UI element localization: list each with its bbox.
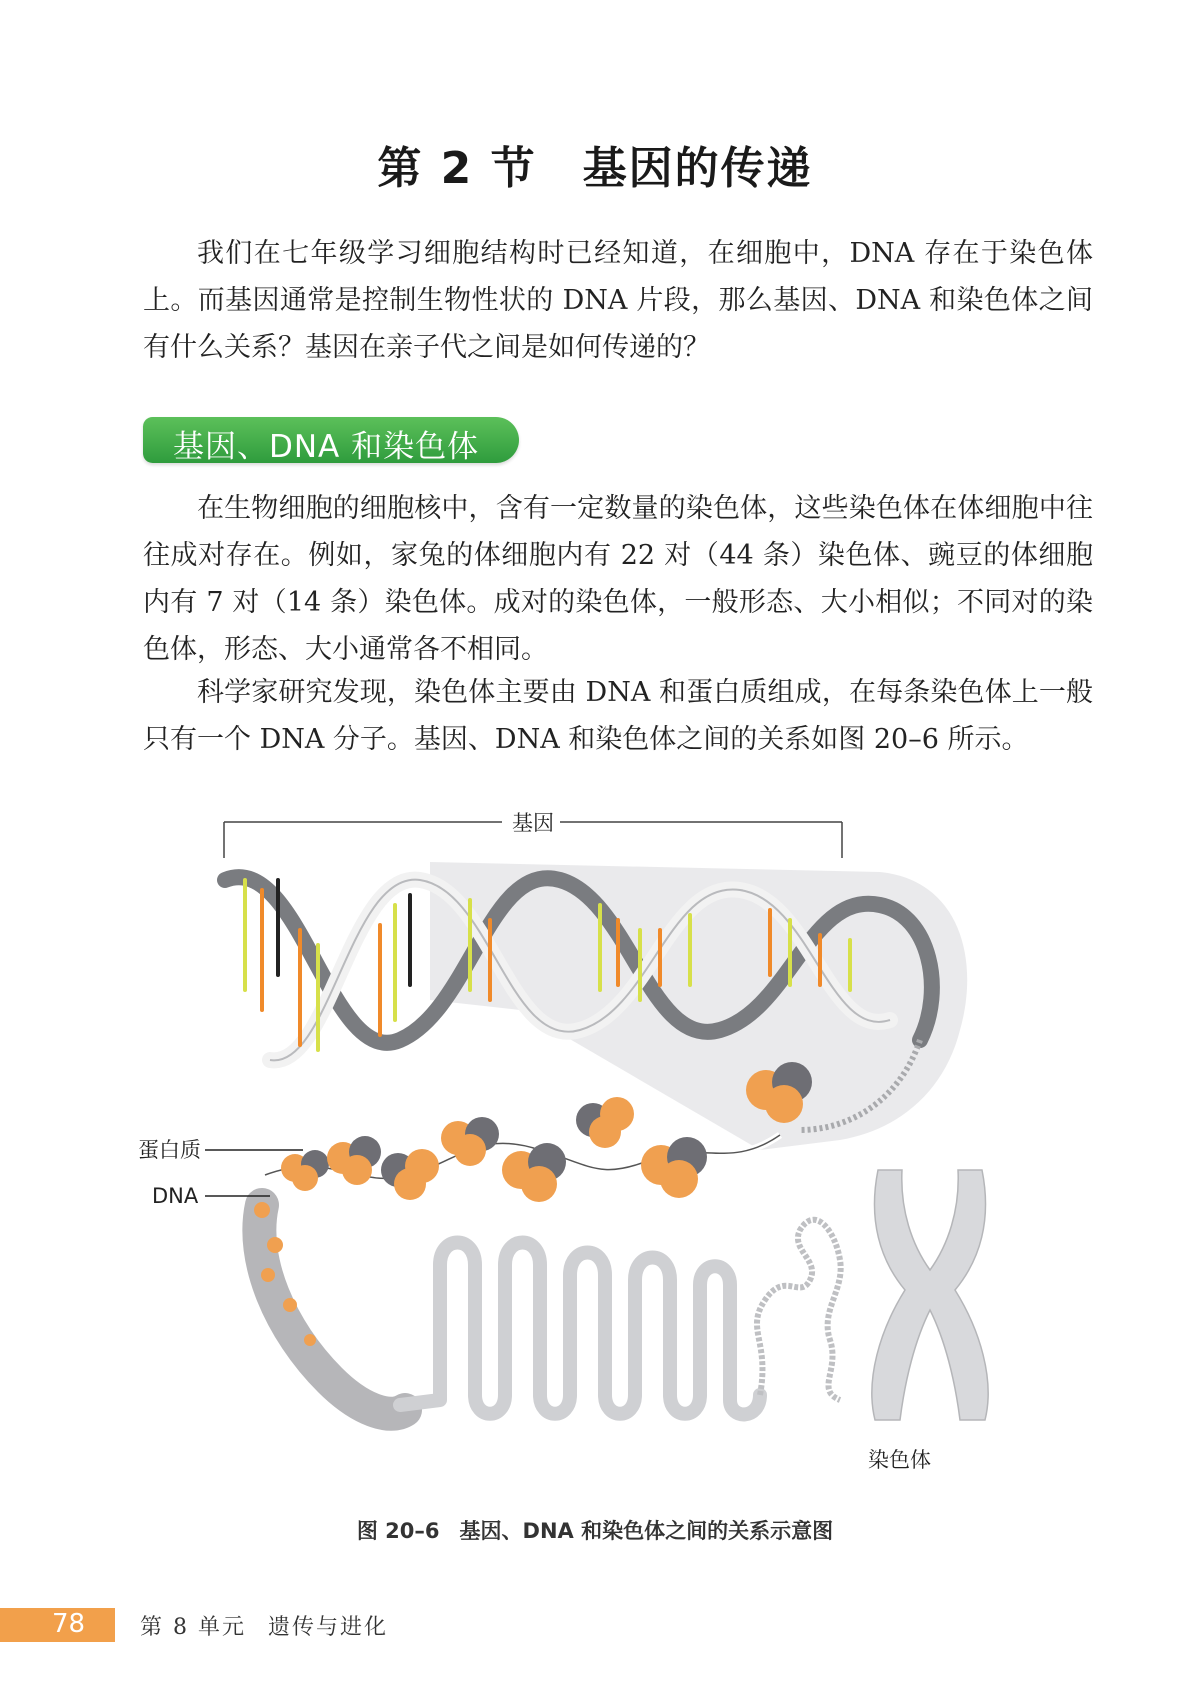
body-paragraph-1: 在生物细胞的细胞核中，含有一定数量的染色体，这些染色体在体细胞中往往成对存在。例如，家兔的体细胞内有 22 对（44 条）染色体、豌豆的体细胞内有 7 对（14 条）染色体。成对的染色体，一般形态、大小相似；不同对的染色体，形态、大小通常各不相同。 <box>143 493 1093 665</box>
figure-caption-text: 基因、DNA 和染色体之间的关系示意图 <box>459 1519 834 1543</box>
chromosome-shape <box>872 1170 988 1420</box>
chromatin-fiber <box>259 1205 405 1414</box>
figure-caption <box>0 1515 1190 1545</box>
running-footer <box>140 1610 388 1641</box>
section-name: 基因的传递 <box>582 143 813 194</box>
figure-number: 图 20–6 <box>356 1519 440 1543</box>
chromatin-loops <box>400 1243 760 1415</box>
page-number: 78 <box>52 1609 86 1639</box>
condensed-coil <box>757 1220 841 1400</box>
chromosome-label: 染色体 <box>868 1448 931 1472</box>
gene-label: 基因 <box>512 811 554 835</box>
section-number: 第 2 节 <box>377 143 537 194</box>
dna-label: DNA <box>152 1184 199 1208</box>
unit-number: 第 8 单元 <box>140 1615 246 1640</box>
unit-title: 遗传与进化 <box>267 1615 388 1640</box>
body-paragraph-2: 科学家研究发现，染色体主要由 DNA 和蛋白质组成，在每条染色体上一般只有一个 DNA 分子。基因、DNA 和染色体之间的关系如图 20–6 所示。 <box>143 677 1093 755</box>
protein-label: 蛋白质 <box>138 1138 201 1162</box>
subsection-title: 基因、DNA 和染色体 <box>173 429 480 465</box>
intro-paragraph: 我们在七年级学习细胞结构时已经知道，在细胞中，DNA 存在于染色体上。而基因通常是控制生物性状的 DNA 片段，那么基因、DNA 和染色体之间有什么关系？基因在亲子代之间是如何传递的？ <box>143 238 1093 363</box>
